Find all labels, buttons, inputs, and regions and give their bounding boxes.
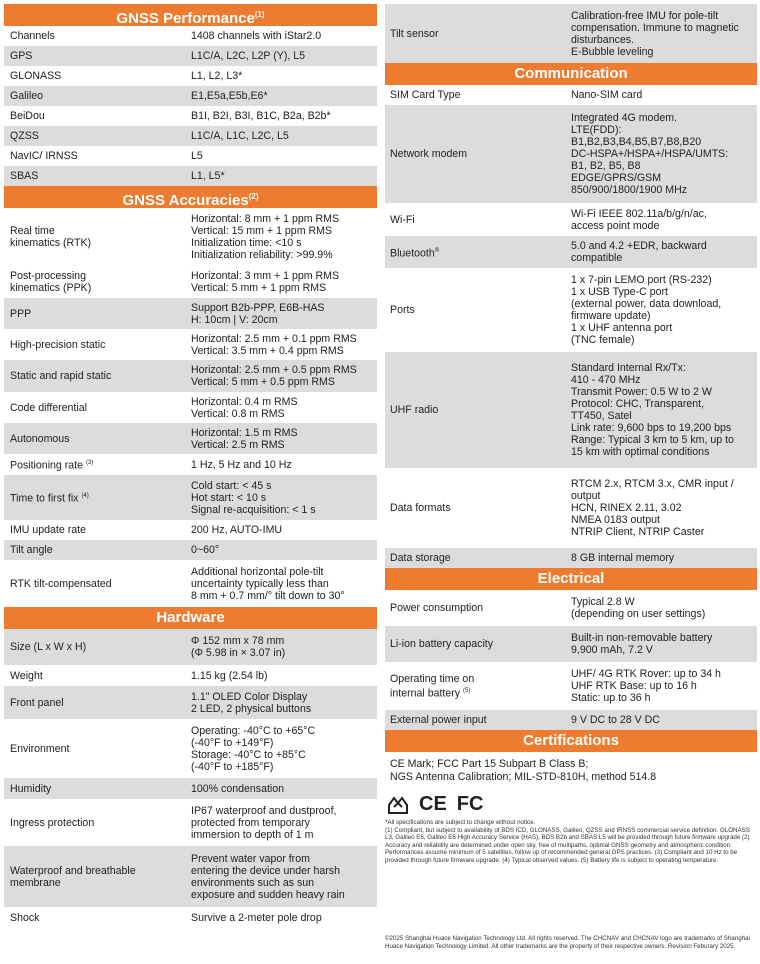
spec-key: Code differential [10, 401, 87, 414]
spec-row [385, 105, 757, 203]
value-line: Integrated 4G modem. [571, 112, 677, 124]
section-title: Hardware [156, 609, 225, 626]
spec-row [4, 329, 377, 360]
value-line: (TNC female) [571, 334, 635, 346]
spec-key [385, 245, 571, 260]
spec-value [191, 725, 377, 773]
spec-row [385, 662, 757, 710]
spec-key: Ports [390, 304, 415, 316]
value-line: 5.0 and 4.2 +EDR, backward [571, 240, 707, 252]
spec-value [191, 302, 377, 326]
spec-key: Ingress protection [10, 816, 95, 829]
spec-value: 100% condensation [191, 782, 285, 795]
registered-mark: ® [434, 247, 440, 254]
spec-row [4, 719, 377, 778]
spec-value [571, 112, 757, 196]
spec-value [571, 596, 757, 620]
spec-key: External power input [390, 714, 487, 726]
spec-row [4, 106, 377, 126]
value-line: NTRIP Client, NTRIP Caster [571, 526, 705, 538]
spec-key: Weight [10, 669, 43, 682]
spec-value: 9 V DC to 28 V DC [571, 714, 660, 726]
spec-key: QZSS [10, 130, 39, 142]
key-line: membrane [10, 876, 61, 889]
right-column [385, 4, 757, 865]
spec-row [4, 423, 377, 454]
spec-row [4, 126, 377, 146]
spec-value [191, 480, 377, 516]
spec-row [385, 4, 757, 63]
value-line: (depending on user settings) [571, 608, 706, 620]
spec-key: Static and rapid static [10, 370, 112, 382]
value-line: compensation. Immune to magnetic [571, 21, 739, 34]
spec-key: GPS [10, 50, 33, 62]
spec-key: GLONASS [10, 70, 62, 82]
spec-row [385, 203, 757, 236]
spec-key: High-precision static [10, 338, 106, 351]
value-line: DC-HSPA+/HSPA+/HSPA/UMTS: [571, 148, 729, 160]
spec-key [4, 865, 191, 889]
spec-value [571, 274, 757, 346]
section-title: Communication [514, 65, 628, 82]
value-line: Typical 2.8 W [571, 596, 635, 608]
spec-row [4, 26, 377, 46]
spec-key: BeiDou [10, 110, 45, 122]
value-line: Horizontal: 1.5 m RMS [191, 426, 298, 439]
key-line: kinematics (PPK) [10, 282, 92, 294]
spec-row [4, 166, 377, 186]
value-line: access point mode [571, 219, 660, 232]
value-line: protected from temporary [191, 816, 310, 829]
spec-value: L5 [191, 150, 203, 162]
value-line: 410 - 470 MHz [571, 374, 641, 386]
spec-row [4, 360, 377, 392]
section-footnote-mark: (1) [254, 10, 265, 19]
key-line: Time to first fix [10, 492, 79, 505]
spec-value [571, 10, 757, 58]
value-line: 9,900 mAh, 7.2 V [571, 644, 653, 656]
value-line: output [571, 490, 601, 502]
rcm-icon [387, 793, 409, 815]
spec-value [191, 213, 377, 261]
spec-row [4, 799, 377, 846]
spec-row [385, 268, 757, 352]
spec-key: Network modem [390, 148, 468, 160]
spec-row [4, 475, 377, 520]
value-line: 850/900/1800/1900 MHz [571, 184, 688, 196]
spec-value [191, 396, 377, 420]
spec-value [571, 362, 757, 458]
spec-key: SIM Card Type [390, 89, 461, 101]
footnote-mark: (5) [463, 687, 471, 694]
value-line: (Φ 5.98 in × 3.07 in) [191, 647, 286, 659]
spec-value [191, 333, 377, 357]
value-line: Vertical: 5 mm + 1 ppm RMS [191, 282, 327, 294]
footnote-mark: (3) [85, 460, 94, 467]
value-line: (-40°F to +149°F) [191, 736, 274, 749]
spec-row [385, 468, 757, 548]
spec-value [191, 635, 377, 659]
spec-key [4, 270, 191, 294]
spec-value: B1I, B2I, B3I, B1C, B2a, B2b* [191, 110, 331, 122]
value-line: Horizontal: 2.5 mm + 0.1 ppm RMS [191, 332, 357, 345]
key-line: Bluetooth [390, 247, 435, 260]
left-column [4, 4, 377, 928]
spec-row [385, 236, 757, 268]
spec-key: Tilt sensor [390, 27, 439, 40]
spec-key: RTK tilt-compensated [10, 577, 112, 590]
value-line: Standard Internal Rx/Tx: [571, 362, 686, 374]
value-line: Static: up to 36 h [571, 692, 651, 704]
spec-value [571, 478, 757, 538]
section-title: Certifications [523, 732, 619, 749]
value-line: UHF/ 4G RTK Rover: up to 34 h [571, 668, 721, 680]
spec-row [4, 629, 377, 665]
spec-value: 1.15 kg (2.54 lb) [191, 669, 268, 682]
value-line: Storage: -40°C to +85°C [191, 748, 306, 761]
key-line: Operating time on [390, 672, 475, 685]
spec-key: Environment [10, 742, 70, 755]
spec-value: E1,E5a,E5b,E6* [191, 90, 268, 102]
spec-key: NavIC/ IRNSS [10, 150, 78, 162]
spec-row [4, 540, 377, 560]
spec-row [4, 86, 377, 106]
value-line: (-40°F to +185°F) [191, 760, 274, 773]
spec-value [571, 668, 757, 704]
spec-row [4, 454, 377, 475]
cert-line: CE Mark; FCC Part 15 Subpart B Class B; [390, 758, 589, 770]
spec-key: Tilt angle [10, 544, 53, 556]
spec-value: 8 GB internal memory [571, 552, 675, 564]
value-line: Hot start: < 10 s [191, 491, 267, 504]
spec-value: 1408 channels with iStar2.0 [191, 30, 322, 42]
spec-key: Size (L x W x H) [10, 641, 87, 653]
spec-row [4, 520, 377, 540]
spec-row [4, 146, 377, 166]
value-line: compatible [571, 252, 623, 264]
spec-row [4, 846, 377, 907]
value-line: 1.1" OLED Color Display [191, 690, 308, 703]
electrical-header [385, 568, 757, 590]
spec-value [571, 208, 757, 232]
value-line: 1 x USB Type-C port [571, 286, 668, 298]
value-line: UHF RTK Base: up to 16 h [571, 680, 697, 692]
value-line: Calibration-free IMU for pole-tilt [571, 9, 719, 22]
value-line: B1, B2, B5, B8 [571, 160, 641, 172]
value-line: firmware update) [571, 310, 651, 322]
value-line: Cold start: < 45 s [191, 479, 272, 492]
spec-key: Shock [10, 911, 40, 924]
footnote-mark: (4) [81, 493, 89, 500]
spec-key [4, 490, 191, 505]
certifications-text [385, 752, 757, 784]
spec-row [385, 626, 757, 662]
spec-key: SBAS [10, 170, 39, 182]
section-title: GNSS Performance [116, 10, 255, 27]
value-line: Vertical: 5 mm + 0.5 ppm RMS [191, 376, 335, 388]
spec-key [4, 457, 191, 472]
value-line: environments such as sun [191, 876, 315, 889]
spec-value: L1, L2, L3* [191, 70, 243, 82]
cert-line: NGS Antenna Calibration; MIL-STD-810H, method 514.8 [390, 771, 657, 783]
spec-key: UHF radio [390, 404, 439, 416]
spec-value: L1, L5* [191, 170, 225, 182]
spec-value [571, 240, 757, 264]
value-line: Built-in non-removable battery [571, 632, 713, 644]
value-line: TT450, Satel [571, 410, 632, 422]
spec-row [4, 208, 377, 266]
value-line: Initialization time: <10 s [191, 237, 302, 249]
spec-row [385, 710, 757, 730]
value-line: Vertical: 15 mm + 1 ppm RMS [191, 225, 333, 237]
spec-row [4, 46, 377, 66]
value-line: E-Bubble leveling [571, 45, 654, 58]
spec-row [385, 590, 757, 626]
spec-value: Nano-SIM card [571, 89, 643, 101]
section-title: Electrical [537, 570, 605, 587]
value-line: exposure and sudden heavy rain [191, 888, 345, 901]
spec-key: IMU update rate [10, 524, 86, 536]
spec-row [4, 665, 377, 686]
footnote-line: *All specifications are subject to change without notice. [385, 819, 536, 826]
value-line: Additional horizontal pole-tilt [191, 565, 324, 578]
spec-value: L1C/A, L1C, L2C, L5 [191, 130, 289, 142]
spec-row [4, 66, 377, 86]
value-line: Link rate: 9,600 bps to 19,200 bps [571, 422, 732, 434]
value-line: IP67 waterproof and dustproof, [191, 804, 337, 817]
value-line: 1 x 7-pin LEMO port (RS-232) [571, 274, 712, 286]
value-line: Transmit Power: 0.5 W to 2 W [571, 386, 712, 398]
spec-key: Autonomous [10, 432, 70, 445]
footnotes [385, 816, 757, 865]
spec-key: Channels [10, 30, 55, 42]
value-line: EDGE/GPRS/GSM [571, 172, 662, 184]
value-line: Wi-Fi IEEE 802.11a/b/g/n/ac, [571, 207, 707, 220]
spec-value: 200 Hz, AUTO-IMU [191, 524, 283, 536]
spec-value [191, 364, 377, 388]
spec-row [4, 298, 377, 329]
value-line: Horizontal: 3 mm + 1 ppm RMS [191, 270, 340, 282]
value-line: uncertainty typically less than [191, 577, 329, 590]
value-line: Φ 152 mm x 78 mm [191, 635, 285, 647]
value-line: HCN, RINEX 2.11, 3.02 [571, 502, 682, 514]
spec-value: L1C/A, L2C, L2P (Y), L5 [191, 50, 306, 62]
value-line: H: 10cm | V: 20cm [191, 313, 278, 326]
spec-row [4, 392, 377, 423]
section-footnote-mark: (2) [248, 192, 259, 201]
value-line: Vertical: 2.5 m RMS [191, 438, 285, 451]
footnote-line: (1) Compliant, but subject to availability of BDS ICD, GLONASS, Galileo, QZSS and IRNSS commercial service definition. GLONASS L3, Galileo E6, Galileo E6 High Accuracy Service (HAS), BDS B2b and SBAS L5 will be provided through future firmware upgrade (2) Accuracy and reliability are determined under open sky, free of multipaths, optimal GNSS geometry and atmospheric condition. Performances assume minimum of 5 satellites, follow up of recommended general GPS practices. (3) Compliant and 10 Hz to be provided through future firmware upgrade. (4) Typical observed values. (5) Battery life is subject to operating temperature. [385, 826, 750, 864]
value-line: Initialization reliability: >99.9% [191, 249, 333, 261]
spec-key: Li-ion battery capacity [390, 638, 494, 650]
spec-row [4, 266, 377, 298]
communication-header [385, 63, 757, 85]
spec-value [191, 691, 377, 715]
spec-key: PPP [10, 307, 32, 320]
hardware-header [4, 607, 377, 629]
value-line: LTE(FDD): [571, 124, 622, 136]
key-line: kinematics (RTK) [10, 237, 92, 249]
value-line: 1 x UHF antenna port [571, 322, 673, 334]
spec-key: Data formats [390, 502, 451, 514]
key-line: Positioning rate [10, 459, 84, 472]
value-line: B1,B2,B3,B4,B5,B7,B8,B20 [571, 136, 702, 148]
value-line: Range: Typical 3 km to 5 km, up to [571, 434, 734, 446]
value-line: Horizontal: 2.5 mm + 0.5 ppm RMS [191, 364, 357, 376]
value-line: 8 mm + 0.7 mm/° tilt down to 30° [191, 589, 345, 602]
value-line: NMEA 0183 output [571, 514, 660, 526]
value-line: Signal re-acquisition: < 1 s [191, 503, 316, 516]
value-line: Vertical: 3.5 mm + 0.4 ppm RMS [191, 344, 344, 357]
value-line: 15 km with optimal conditions [571, 446, 710, 458]
key-line: internal battery [390, 687, 461, 700]
value-line: disturbances. [571, 33, 635, 46]
spec-value: 0~60° [191, 544, 220, 556]
spec-row [4, 907, 377, 928]
value-line: 2 LED, 2 physical buttons [191, 702, 312, 715]
value-line: Operating: -40°C to +65°C [191, 724, 316, 737]
gnss-performance-header [4, 4, 377, 26]
value-line: RTCM 2.x, RTCM 3.x, CMR input / [571, 478, 734, 490]
spec-key: Wi-Fi [390, 213, 415, 226]
value-line: immersion to depth of 1 m [191, 828, 314, 841]
spec-row [385, 548, 757, 568]
gnss-accuracies-header [4, 186, 377, 208]
spec-value [571, 632, 757, 656]
spec-value [191, 270, 377, 294]
spec-value [191, 566, 377, 602]
spec-value [191, 427, 377, 451]
value-line: entering the device under harsh [191, 864, 341, 877]
spec-row [4, 560, 377, 607]
value-line: Horizontal: 0.4 m RMS [191, 395, 298, 408]
key-line: Real time [10, 225, 55, 237]
spec-key [385, 673, 571, 700]
spec-value [191, 853, 377, 901]
spec-key: Front panel [10, 696, 64, 709]
spec-row [385, 352, 757, 468]
spec-key: Power consumption [390, 602, 484, 614]
spec-key: Humidity [10, 782, 52, 795]
value-line: Protocol: CHC, Transparent, [571, 398, 705, 410]
certifications-header [385, 730, 757, 752]
copyright-notice: ©2025 Shanghai Huace Navigation Technology Ltd. All rights reserved. The CHCNAV and CHCNAV logo are trademarks of Shanghai Huace Navigation Technology Limited. All other trademarks are the property of their respective owners. Revision Feburary 2025. [385, 935, 750, 950]
value-line: Support B2b-PPP, E6B-HAS [191, 301, 325, 314]
key-line: Waterproof and breathable [10, 864, 136, 877]
value-line: Vertical: 0.8 m RMS [191, 407, 285, 420]
spec-key [4, 225, 191, 249]
value-line: (external power, data download, [571, 298, 722, 310]
spec-key: Data storage [390, 552, 451, 564]
key-line: Post-processing [10, 270, 86, 282]
spec-row [4, 778, 377, 799]
spec-row [385, 85, 757, 105]
value-line: Prevent water vapor from [191, 852, 310, 865]
value-line: Horizontal: 8 mm + 1 ppm RMS [191, 213, 340, 225]
spec-row [4, 686, 377, 719]
fcc-mark-icon: FC [456, 792, 484, 815]
section-title: GNSS Accuracies [122, 192, 249, 209]
spec-value [191, 805, 377, 841]
certification-logos [385, 784, 757, 816]
spec-key: Galileo [10, 90, 43, 102]
spec-value: 1 Hz, 5 Hz and 10 Hz [191, 458, 292, 471]
ce-mark-icon: CE [419, 792, 447, 815]
spec-value: Survive a 2-meter pole drop [191, 911, 322, 924]
